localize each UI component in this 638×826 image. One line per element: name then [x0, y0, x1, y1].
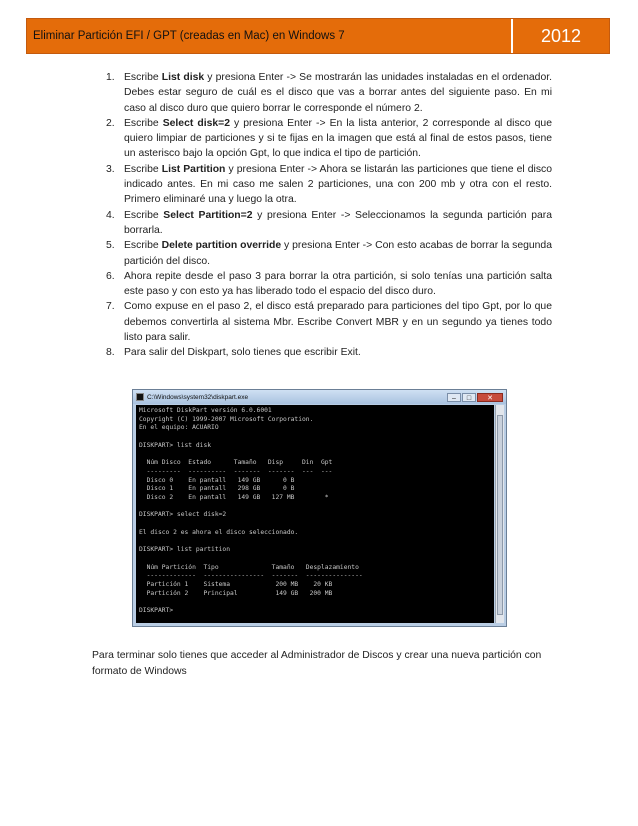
step-number: 6.: [106, 270, 115, 282]
console-text: [139, 407, 491, 616]
scrollbar-thumb[interactable]: [497, 415, 503, 615]
step-text: y presiona Enter -> Seleccionamos la segunda partición para borrarla.: [124, 209, 552, 236]
maximize-icon[interactable]: □: [462, 393, 476, 402]
step-text: Como expuse en el paso 2, el disco está preparado para particiones del tipo Gpt, por lo que debemos convertirla al sistema Mbr. Escribe Convert MBR y en un segundo ya tienes todo listo para salir.: [124, 301, 552, 344]
step-text: Escribe: [124, 117, 163, 129]
console-scrollbar[interactable]: [495, 405, 504, 623]
console-line: Microsoft DiskPart versión 6.0.6001: [139, 407, 272, 414]
console-line: DISKPART>: [139, 607, 174, 615]
step-command: Select disk=2: [162, 117, 230, 129]
list-item: [92, 238, 552, 269]
close-icon[interactable]: ✕: [477, 393, 503, 402]
step-text: Escribe: [124, 72, 162, 83]
step-text: y presiona Enter -> Ahora se listarán las particiones que tiene el disco indicado antes. En mi caso me salen 2 particiones, una con 200 mb y otra con el resto. Primero eliminaré una y luego la otra.: [124, 163, 552, 206]
console-line: DISKPART> list disk: [139, 441, 212, 449]
list-item: [92, 269, 552, 300]
console-line: Núm Partición Tipo Tamaño Desplazamiento: [139, 563, 359, 571]
step-command: List Partition: [161, 163, 226, 175]
instruction-list: [92, 70, 552, 361]
console-line: Disco 1 En pantall 298 GB 0 B: [139, 485, 295, 493]
list-item: [92, 162, 552, 208]
list-item: [92, 116, 552, 162]
document-title: Eliminar Partición EFI / GPT (creadas en Mac) en Windows 7: [27, 19, 513, 53]
step-number: 2.: [106, 117, 115, 129]
step-command: Select Partition=2: [163, 209, 253, 221]
console-output[interactable]: [136, 405, 494, 623]
step-number: 8.: [106, 347, 115, 359]
console-line: En el equipo: ACUARIO: [139, 424, 219, 432]
step-number: 3.: [106, 163, 115, 175]
console-line: ------------- ---------------- ------- ---------------: [139, 572, 363, 580]
console-line: Núm Disco Estado Tamaño Disp Din Gpt: [139, 459, 333, 467]
console-line: El disco 2 es ahora el disco seleccionado.: [139, 528, 299, 536]
step-number: 7.: [106, 301, 115, 313]
step-number: 5.: [106, 240, 115, 252]
console-line: DISKPART> select disk=2: [139, 511, 227, 519]
step-number: 1.: [106, 72, 115, 83]
step-number: 4.: [106, 209, 115, 221]
window-controls: [447, 393, 503, 402]
step-text: Para salir del Diskpart, solo tienes que escribir Exit.: [124, 347, 361, 359]
console-line: DISKPART> list partition: [139, 546, 230, 554]
step-text: y presiona Enter -> Se mostrarán las unidades instaladas en el ordenador. Debes estar seguro de cuál es el disco que vas a borrar antes del siguiente paso. En mi caso al disco duro que quiero borrar le corresponde el número 2.: [124, 72, 552, 114]
console-line: Copyright (C) 1999-2007 Microsoft Corporation.: [139, 415, 314, 423]
minimize-icon[interactable]: –: [447, 393, 461, 402]
step-command: Delete partition override: [161, 240, 282, 252]
step-text: y presiona Enter -> Con esto acabas de borrar la segunda partición del disco.: [124, 240, 552, 267]
step-command: List disk: [161, 72, 205, 83]
step-text: Escribe: [124, 240, 162, 252]
console-line: Disco 2 En pantall 149 GB 127 MB *: [139, 494, 329, 502]
list-item: [92, 299, 552, 345]
document-year: 2012: [513, 19, 609, 53]
diskpart-console-window: [132, 389, 507, 627]
console-line: --------- ---------- ------- ------- --- ---: [139, 467, 333, 475]
list-item: [92, 208, 552, 239]
list-item: [92, 70, 552, 116]
console-line: Partición 1 Sistema 200 MB 20 KB: [139, 581, 333, 589]
console-titlebar[interactable]: [133, 390, 506, 404]
step-text: Ahora repite desde el paso 3 para borrar la otra partición, si solo tenías una partición salta este paso y con esto ya has liberado todo el espacio del disco duro.: [124, 270, 552, 298]
list-item: [92, 345, 552, 360]
console-app-icon: [136, 393, 144, 401]
page-header: [26, 18, 610, 54]
step-text: y presiona Enter -> En la lista anterior, 2 corresponde al disco que quiero limpiar de particiones y si te fijas en la imagen que está al final de estos pasos, tiene un asterisco bajo la opción Gpt, lo que indica el tipo de partición.: [124, 117, 552, 160]
step-text: Escribe: [124, 163, 162, 175]
closing-paragraph: Para terminar solo tienes que acceder al Administrador de Discos y crear una nueva partición con formato de Windows: [92, 650, 542, 677]
step-text: Escribe: [124, 209, 164, 221]
console-title: C:\Windows\system32\diskpart.exe: [147, 393, 249, 401]
console-line: Partición 2 Principal 149 GB 200 MB: [139, 589, 333, 597]
console-line: Disco 0 En pantall 149 GB 0 B: [139, 476, 295, 484]
